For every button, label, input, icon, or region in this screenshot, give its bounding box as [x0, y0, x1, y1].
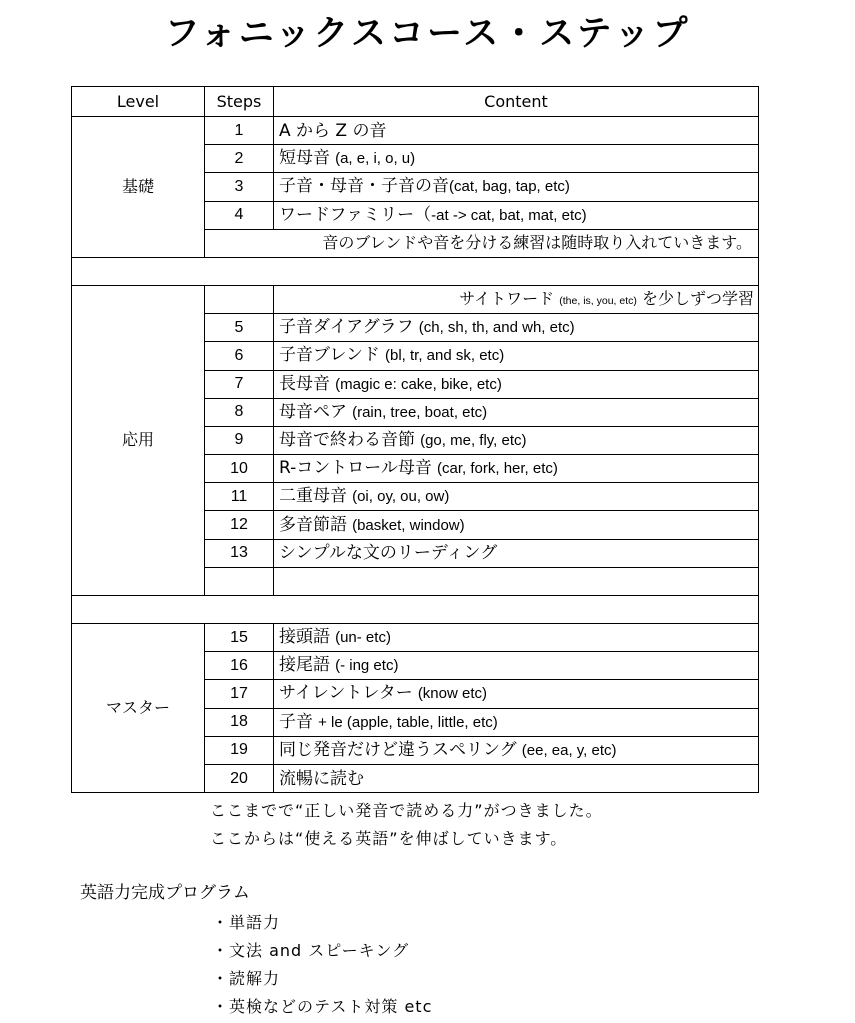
step-number: 12 — [205, 511, 274, 539]
program-item: ・単語力 — [212, 913, 281, 932]
step-number: 4 — [205, 201, 274, 229]
sight-word-note — [274, 285, 759, 313]
step-content-en: + le (apple, table, little, etc) — [318, 713, 498, 731]
step-content-jp: 長母音 — [279, 373, 330, 394]
step-content — [274, 426, 759, 454]
spacer-row — [72, 257, 759, 285]
step-number: 9 — [205, 426, 274, 454]
sight-word-examples: (the, is, you, etc) — [559, 294, 637, 307]
level-master: マスター — [72, 624, 205, 793]
level-basic: 基礎 — [72, 117, 205, 258]
step-content-jp: 接頭語 — [279, 627, 330, 648]
step-number: 18 — [205, 708, 274, 736]
step-content-en: (car, fork, her, etc) — [437, 460, 558, 478]
step-content-en: (know etc) — [417, 685, 487, 703]
step-number: 19 — [205, 736, 274, 764]
after-text-line2: ここからは“使える英語”を伸ばしていきます。 — [210, 829, 568, 848]
step-content-jp: 多音節語 — [279, 514, 347, 535]
step-number: 20 — [205, 764, 274, 792]
step-content — [274, 736, 759, 764]
step-number: 2 — [205, 145, 274, 173]
step-number: 3 — [205, 173, 274, 201]
program-item: ・読解力 — [212, 969, 281, 988]
header-level: Level — [72, 87, 205, 117]
header-content: Content — [274, 87, 759, 117]
after-text-line1: ここまでで“正しい発音で読める力”がつきました。 — [210, 801, 603, 820]
step-content-jp: 同じ発音だけど違うスペリング — [279, 739, 517, 760]
table-row — [72, 285, 759, 313]
step-content-en: (magic e: cake, bike, etc) — [335, 375, 502, 393]
step-content — [274, 145, 759, 173]
step-content-jp: 短母音 — [279, 148, 330, 169]
step-content-jp: 母音ペア — [279, 401, 347, 422]
header-steps: Steps — [205, 87, 274, 117]
sight-word-post: を少しずつ学習 — [641, 288, 754, 308]
step-content — [274, 680, 759, 708]
step-content — [274, 455, 759, 483]
step-content-jp: R-コントロール母音 — [279, 458, 432, 479]
course-steps-table — [71, 86, 759, 793]
step-content-jp: 二重母音 — [279, 486, 347, 507]
basic-note: 音のブレンドや音を分ける練習は随時取り入れていきます。 — [205, 229, 759, 257]
step-content — [274, 201, 759, 229]
table-row — [72, 117, 759, 145]
step-content-jp: 母音で終わる音節 — [279, 429, 415, 450]
step-content-en: (a, e, i, o, u) — [335, 150, 416, 168]
step-content-en: (ch, sh, th, and wh, etc) — [418, 319, 575, 337]
step-content-en: (cat, bag, tap, etc) — [449, 178, 570, 196]
step-content-jp: 接尾語 — [279, 655, 330, 676]
program-item: ・英検などのテスト対策 etc — [212, 997, 433, 1016]
step-content-en: (go, me, fly, etc) — [420, 431, 527, 449]
step-content-jp: 流暢に読む — [279, 768, 364, 789]
step-content — [274, 370, 759, 398]
step-content — [274, 398, 759, 426]
step-content-jp: 子音ブレンド — [279, 345, 380, 366]
step-content — [274, 624, 759, 652]
step-content-jp: A から Z の音 — [279, 120, 387, 141]
step-content — [274, 511, 759, 539]
step-content — [274, 483, 759, 511]
step-content — [274, 314, 759, 342]
step-number: 8 — [205, 398, 274, 426]
step-content-en: (bl, tr, and sk, etc) — [385, 347, 505, 365]
step-content-en: -at -> cat, bat, mat, etc) — [431, 206, 587, 224]
step-number-empty — [205, 285, 274, 313]
step-number: 15 — [205, 624, 274, 652]
step-content-en: (ee, ea, y, etc) — [521, 741, 617, 759]
level-applied: 応用 — [72, 285, 205, 595]
step-content-en: (oi, oy, ou, ow) — [352, 488, 450, 506]
step-content — [274, 764, 759, 792]
step-number: 5 — [205, 314, 274, 342]
step-content-jp: ワードファミリー（ — [279, 204, 432, 225]
step-number: 10 — [205, 455, 274, 483]
step-content-en: (rain, tree, boat, etc) — [352, 403, 488, 421]
step-content — [274, 342, 759, 370]
step-content — [274, 117, 759, 145]
step-number: 13 — [205, 539, 274, 567]
sight-word-pre: サイトワード — [459, 288, 555, 308]
step-content-en: (- ing etc) — [335, 657, 399, 675]
step-content-en: (basket, window) — [352, 516, 465, 534]
step-number: 6 — [205, 342, 274, 370]
step-number: 11 — [205, 483, 274, 511]
step-content-en: (un- etc) — [335, 629, 391, 647]
step-content-jp: 子音・母音・子音の音 — [279, 176, 449, 197]
step-number: 7 — [205, 370, 274, 398]
step-number: 17 — [205, 680, 274, 708]
step-content-jp: シンプルな文のリーディング — [279, 543, 498, 564]
table-row — [72, 624, 759, 652]
step-content — [274, 173, 759, 201]
program-item: ・文法 and スピーキング — [212, 941, 410, 960]
step-number: 1 — [205, 117, 274, 145]
step-content — [274, 652, 759, 680]
step-number: 16 — [205, 652, 274, 680]
step-content — [274, 539, 759, 567]
step-content-jp: 子音 — [279, 711, 313, 732]
step-content-jp: 子音ダイアグラフ — [279, 317, 414, 338]
page-title: フォニックスコース・ステップ — [164, 14, 691, 54]
step-content — [274, 708, 759, 736]
spacer-row — [72, 596, 759, 624]
table-header-row — [72, 87, 759, 117]
step-content-jp: サイレントレター — [279, 683, 413, 704]
program-title: 英語力完成プログラム — [80, 883, 250, 903]
